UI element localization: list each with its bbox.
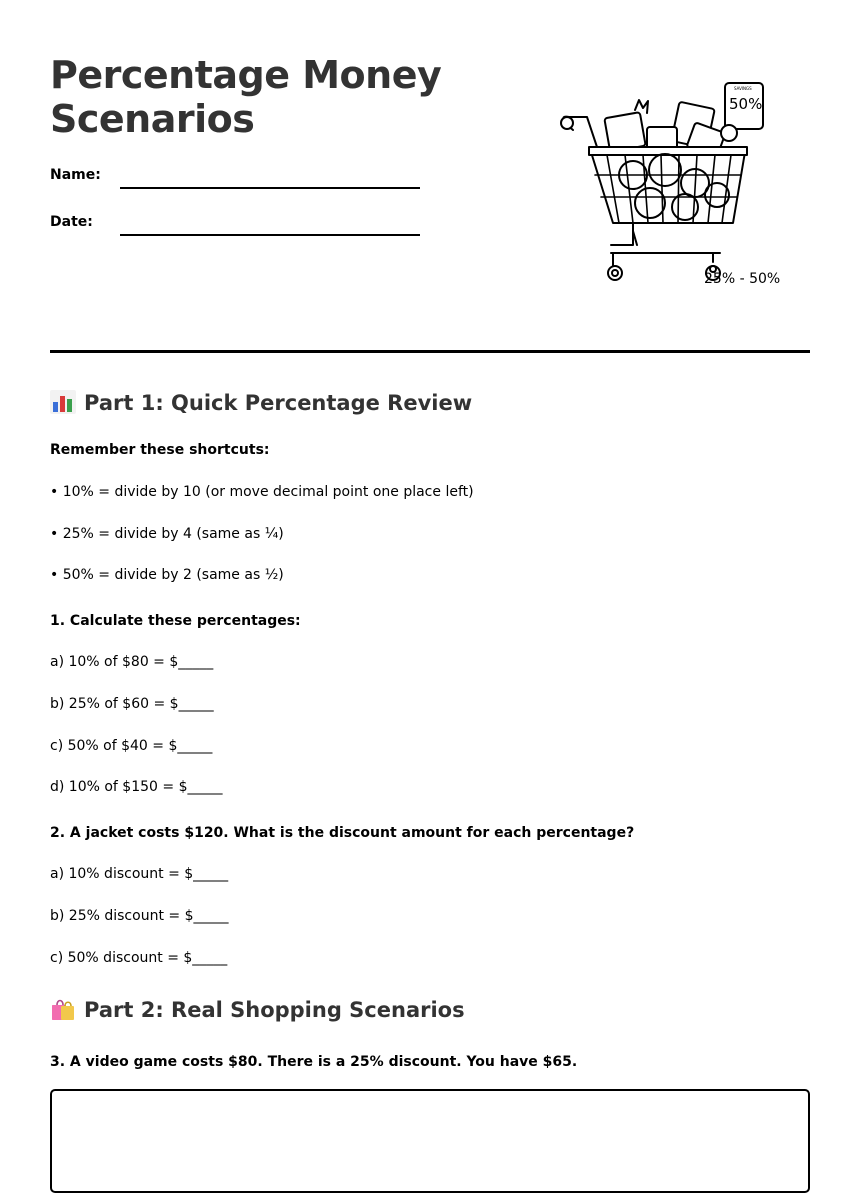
header-divider	[50, 350, 810, 353]
question-2-item[interactable]: b) 25% discount = $_____	[50, 908, 229, 924]
cart-basket	[591, 152, 745, 223]
shopping-bags-icon	[50, 997, 76, 1021]
cart-leg-front	[611, 223, 633, 245]
handle-grip	[561, 117, 573, 129]
name-label: Name:	[50, 167, 101, 183]
page-title: Percentage Money Scenarios	[50, 53, 442, 141]
shortcut-item: • 10% = divide by 10 (or move decimal point one place left)	[50, 484, 474, 500]
date-label: Date:	[50, 214, 93, 230]
question-1-item[interactable]: a) 10% of $80 = $_____	[50, 654, 214, 670]
bar-chart-icon	[50, 390, 76, 414]
question-2-item[interactable]: a) 10% discount = $_____	[50, 866, 229, 882]
question-2-item[interactable]: c) 50% discount = $_____	[50, 950, 228, 966]
question-3-answer-box[interactable]	[50, 1089, 810, 1193]
sale-range-label: 25% - 50%	[704, 271, 781, 287]
price-tag-caption: SAVINGS	[734, 86, 752, 91]
shortcut-item: • 50% = divide by 2 (same as ½)	[50, 567, 284, 583]
part1-heading	[50, 390, 472, 415]
question-1-item[interactable]: c) 50% of $40 = $_____	[50, 738, 213, 754]
cart-item-plant	[635, 100, 648, 113]
shortcuts-heading: Remember these shortcuts:	[50, 442, 270, 458]
cart-item-box	[604, 112, 645, 152]
question-3-prompt: 3. A video game costs $80. There is a 25% discount. You have $65.	[50, 1054, 578, 1070]
question-2-prompt: 2. A jacket costs $120. What is the discount amount for each percentage?	[50, 825, 635, 841]
part1-title: Part 1: Quick Percentage Review	[84, 391, 473, 415]
date-line[interactable]	[120, 234, 420, 236]
question-1-item[interactable]: d) 10% of $150 = $_____	[50, 779, 223, 795]
part2-heading	[50, 997, 465, 1022]
shopping-cart-icon	[555, 75, 800, 300]
date-field[interactable]	[50, 214, 420, 238]
cart-wheel-front	[608, 266, 622, 280]
question-1-prompt: 1. Calculate these percentages:	[50, 613, 301, 629]
shortcut-item: • 25% = divide by 4 (same as ¼)	[50, 526, 284, 542]
cart-item-clock	[721, 125, 737, 141]
price-tag-value: 50%	[729, 95, 763, 113]
part2-title: Part 2: Real Shopping Scenarios	[84, 998, 465, 1022]
name-line[interactable]	[120, 187, 420, 189]
name-field[interactable]	[50, 167, 420, 191]
question-1-item[interactable]: b) 25% of $60 = $_____	[50, 696, 214, 712]
